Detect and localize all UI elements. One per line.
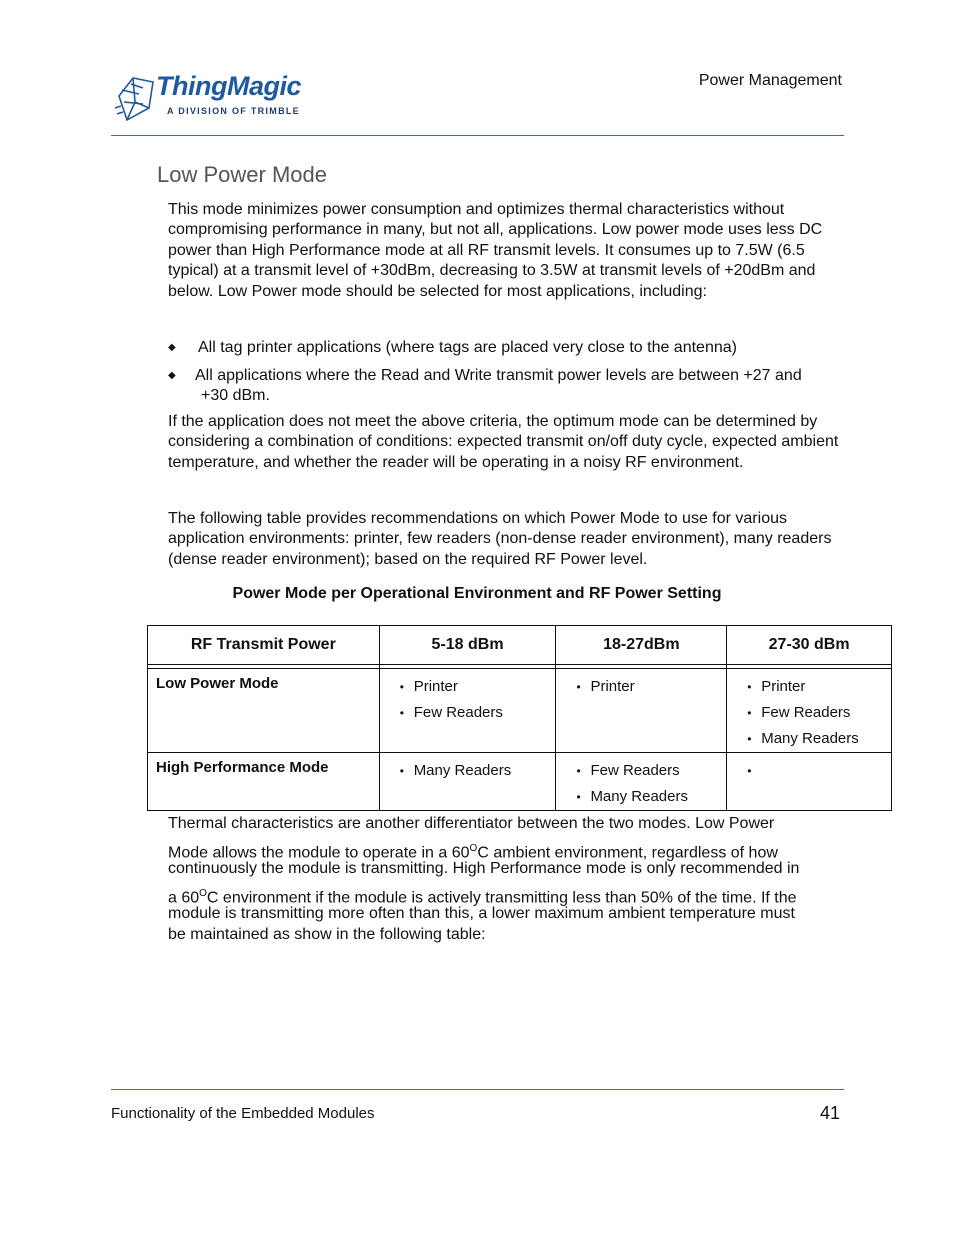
bullet-text: All tag printer applications (where tags are placed very close to the antenna) xyxy=(198,339,737,356)
section-heading: Low Power Mode xyxy=(157,162,327,187)
list-item: • Few Readers xyxy=(747,700,891,726)
logo-wordmark: ThingMagic xyxy=(156,71,301,101)
text-line: Thermal characteristics are another differentiator between the two modes. Low Power xyxy=(168,815,775,832)
intro-paragraph: This mode minimizes power consumption and optimizes thermal characteristics without compromising performance in many, but not all, applications. Low power mode uses less DC power than High Performance mode at all RF transmit levels. It consumes up to 7.5W (6.5 typical) at a transmit level of +30dBm, decreasing to 3.5W at transmit levels of +20dBm and below. Low Power mode should be selected for most applications, including: xyxy=(168,201,823,300)
row-label: High Performance Mode xyxy=(148,753,380,811)
table-header-cell: 5-18 dBm xyxy=(379,626,556,665)
table-caption: Power Mode per Operational Environment and RF Power Setting xyxy=(232,585,722,602)
table-intro-paragraph: The following table provides recommendations on which Power Mode to use for various application environments: printer, few readers (non-dense reader environment), many readers (dense reader environment); based on the required RF Power level. xyxy=(168,510,832,568)
power-mode-table xyxy=(147,625,892,811)
table-header-cell: 27-30 dBm xyxy=(727,626,892,665)
table-row xyxy=(148,753,892,811)
table-header-row xyxy=(148,626,892,665)
footer-chapter: Functionality of the Embedded Modules xyxy=(111,1105,375,1122)
footer-rule xyxy=(111,1089,844,1090)
table-header-cell: 18-27dBm xyxy=(556,626,727,665)
text-line: Mode allows the module to operate in a $60^OC$ ambient environment, regardless of how xyxy=(168,843,778,862)
running-header: Power Management xyxy=(698,72,842,89)
diamond-bullet-icon: ◆ xyxy=(168,370,176,381)
bullet-text: All applications where the Read and Write transmit power levels are between +27 and xyxy=(195,367,802,384)
bullet-text-continued: +30 dBm. xyxy=(201,387,270,404)
text-line: continuously the module is transmitting. High Performance mode is only recommended in xyxy=(168,860,800,877)
table-cell xyxy=(379,669,556,753)
table-cell xyxy=(379,753,556,811)
list-item: • Few Readers xyxy=(576,758,726,784)
table-row xyxy=(148,669,892,753)
table-header-cell: RF Transmit Power xyxy=(148,626,380,665)
list-item: • Many Readers xyxy=(400,758,556,784)
list-item: • Few Readers xyxy=(400,700,556,726)
table-cell xyxy=(556,669,727,753)
list-item: • Many Readers xyxy=(747,726,891,752)
thermal-paragraph xyxy=(168,814,844,945)
list-item xyxy=(747,758,891,784)
table-cell xyxy=(727,669,892,753)
criteria-paragraph: If the application does not meet the above criteria, the optimum mode can be determined by considering a combination of conditions: expected transmit on/off duty cycle, expected ambient temperature, and whether the reader will be operating in a noisy RF environment. xyxy=(168,413,839,471)
text-line: a $60^OC$ environment if the module is actively transmitting less than 50% of the time. If the xyxy=(168,888,797,907)
table-cell xyxy=(556,753,727,811)
page-number: 41 xyxy=(819,1103,840,1123)
row-label: Low Power Mode xyxy=(148,669,380,753)
text-line: be maintained as show in the following table: xyxy=(168,926,486,943)
table-cell xyxy=(727,753,892,811)
text-line: module is transmitting more often than this, a lower maximum ambient temperature must xyxy=(168,905,795,922)
header-rule xyxy=(111,135,844,136)
list-item: • Printer xyxy=(576,674,726,700)
diamond-bullet-icon: ◆ xyxy=(168,342,176,353)
list-item: • Many Readers xyxy=(576,784,726,810)
list-item: • Printer xyxy=(400,674,556,700)
logo-tagline: A DIVISION OF TRIMBLE xyxy=(167,106,300,116)
list-item: • Printer xyxy=(747,674,891,700)
